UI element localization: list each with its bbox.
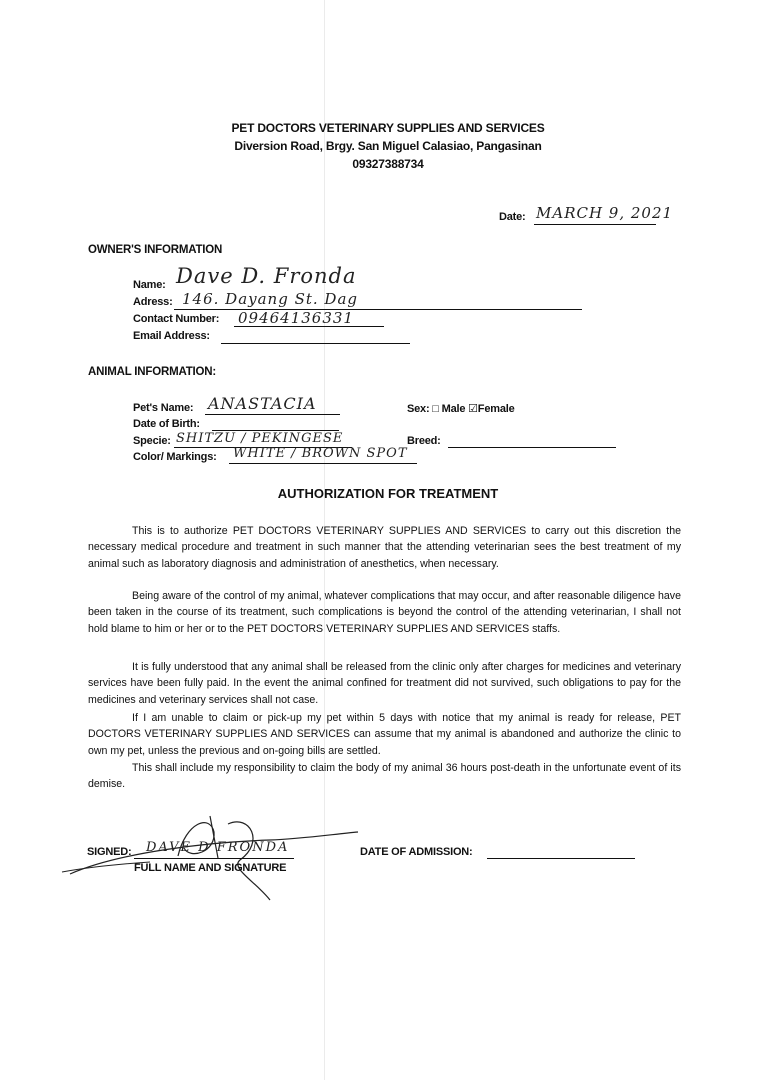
owner-address-label: Adress: (133, 296, 173, 308)
full-name-signature-label: FULL NAME AND SIGNATURE (134, 862, 287, 874)
owner-contact-label: Contact Number: (133, 313, 220, 325)
company-phone: 09327388734 (352, 157, 424, 171)
owner-address-line (174, 309, 582, 310)
authorization-paragraph: This shall include my responsibility to claim the body of my animal 36 hours post-death in the unfortunate event of its demise. (88, 762, 681, 791)
date-line (534, 224, 656, 225)
male-checkbox[interactable]: □ (432, 403, 439, 415)
owner-email-label: Email Address: (133, 330, 210, 342)
owner-section-title: OWNER'S INFORMATION (88, 244, 223, 256)
authorization-paragraph: Being aware of the control of my animal, whatever complications that may occur, and after reasonable diligence have been taken in the course of its treatment, such complications is beyond the control of the attending veterinarian, I shall not hold blame to him or her or to the PET DOCTORS VETERINARY SUPPLIES AND SERVICES staffs. (88, 590, 681, 635)
signed-value: DAVE D FRONDA (146, 840, 290, 855)
breed-label: Breed: (407, 435, 441, 447)
specie-value: SHITZU / PEKINGESE (176, 431, 344, 446)
pet-name-line (205, 414, 340, 415)
dob-label: Date of Birth: (133, 418, 200, 430)
owner-email-line (221, 343, 410, 344)
color-markings-line (229, 463, 417, 464)
female-checkbox-checked[interactable]: ☑ (468, 403, 478, 415)
admission-date-line (487, 858, 635, 859)
date-label: Date: (499, 211, 526, 223)
authorization-title: AUTHORIZATION FOR TREATMENT (277, 486, 499, 501)
owner-name-value: Dave D. Fronda (176, 264, 357, 288)
authorization-paragraph: It is fully understood that any animal shall be released from the clinic only after charges for medicines and veterinary services have been fully paid. In the event the animal confined for treatment did not survived, such obligations to pay for the medicines and veterinary services shall not case. (88, 661, 681, 706)
signed-label: SIGNED: (87, 846, 132, 858)
breed-line (448, 447, 616, 448)
owner-contact-value: 09464136331 (238, 309, 354, 327)
animal-section-title: ANIMAL INFORMATION: (88, 366, 217, 378)
pet-name-label: Pet's Name: (133, 402, 194, 414)
specie-label: Specie: (133, 435, 171, 447)
authorization-paragraph: This is to authorize PET DOCTORS VETERINARY SUPPLIES AND SERVICES to carry out this discretion the necessary medical procedure and treatment in such manner that the attending veterinarian sees the best treatment of my animal such as laboratory diagnosis and administration of anesthetics, when necessary. (88, 525, 681, 570)
owner-address-value: 146. Dayang St. Dag (182, 290, 358, 308)
company-address: Diversion Road, Brgy. San Miguel Calasiao, Pangasinan (234, 139, 542, 153)
date-value: MARCH 9, 2021 (536, 204, 674, 222)
company-name: PET DOCTORS VETERINARY SUPPLIES AND SERVICES (231, 121, 545, 135)
color-markings-label: Color/ Markings: (133, 451, 217, 463)
admission-date-label: DATE OF ADMISSION: (360, 846, 473, 858)
signed-line (134, 858, 294, 859)
owner-name-label: Name: (133, 279, 166, 291)
male-option-label: Male (441, 403, 466, 415)
authorization-paragraph: If I am unable to claim or pick-up my pet within 5 days with notice that my animal is ready for release, PET DOCTORS VETERINARY SUPPLIES AND SERVICES can assume that my animal is abandoned and authorize the clinic to own my pet, unless the previous and on-going bills are settled. (88, 712, 681, 757)
sex-label: Sex: (407, 403, 430, 415)
sex-field (407, 402, 515, 415)
color-markings-value: WHITE / BROWN SPOT (233, 446, 408, 461)
pet-name-value: ANASTACIA (208, 394, 317, 413)
female-option-label: Female (477, 403, 515, 415)
